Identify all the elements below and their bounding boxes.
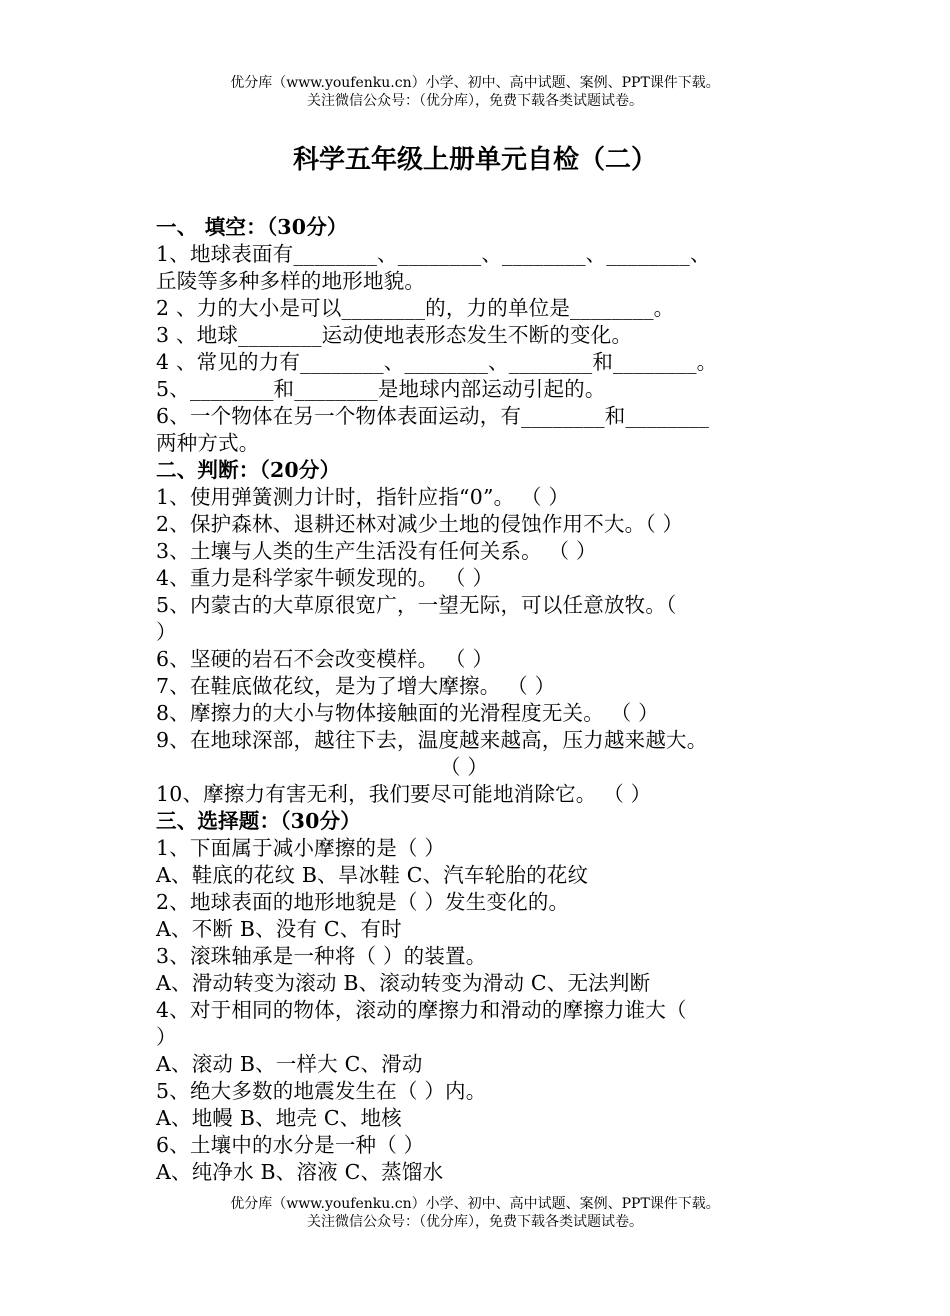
choice-line: A、滚动 B、一样大 C、滑动	[156, 1052, 423, 1076]
judge-line: 7、在鞋底做花纹，是为了增大摩擦。 （ ）	[156, 674, 556, 698]
choice-line: A、鞋底的花纹 B、旱冰鞋 C、汽车轮胎的花纹	[156, 863, 589, 887]
fill-blank-line: 4 、常见的力有________、________、________和________。	[156, 350, 718, 374]
judge-line: 4、重力是科学家牛顿发现的。 （ ）	[156, 566, 494, 590]
choice-line: 6、土壤中的水分是一种（ ）	[156, 1133, 425, 1157]
choice-line: A、地幔 B、地壳 C、地核	[156, 1106, 402, 1130]
judge-line: 1、使用弹簧测力计时，指针应指“0”。 （ ）	[156, 485, 570, 509]
judge-line: 3、土壤与人类的生产生活没有任何关系。 （ ）	[156, 539, 597, 563]
page-title: 科学五年级上册单元自检（二）	[292, 145, 657, 175]
section-3-heading: 三、选择题：（30分）	[156, 809, 361, 833]
fill-blank-line: 3 、地球________运动使地表形态发生不断的变化。	[156, 323, 633, 347]
judge-line: 9、在地球深部，越往下去，温度越来越高，压力越来越大。	[156, 728, 708, 752]
choice-line: 3、滚珠轴承是一种将（ ）的装置。	[156, 944, 487, 968]
section-2-heading: 二、判断：（20分）	[156, 458, 341, 482]
judge-line: 10、摩擦力有害无利，我们要尽可能地消除它。 （ ）	[156, 782, 652, 806]
footer-line-2: 关注微信公众号：（优分库），免费下载各类试题试卷。	[307, 1214, 643, 1230]
choice-line: 4、对于相同的物体，滚动的摩擦力和滑动的摩擦力谁大（	[156, 998, 687, 1022]
fill-blank-line: 2 、力的大小是可以________的，力的单位是________。	[156, 296, 675, 320]
choice-line: ）	[156, 1025, 177, 1049]
judge-line: ）	[156, 620, 177, 644]
fill-blank-line: 两种方式。	[156, 431, 260, 455]
choice-line: 2、地球表面的地形地貌是（ ）发生变化的。	[156, 890, 570, 914]
judge-line: （ ）	[440, 755, 489, 779]
fill-blank-line: 5、________和________是地球内部运动引起的。	[156, 377, 606, 401]
fill-blank-line: 1、地球表面有________、________、________、________、	[156, 242, 711, 266]
judge-line: 6、坚硬的岩石不会改变模样。 （ ）	[156, 647, 494, 671]
footer-line-1: 优分库（www.youfenku.cn）小学、初中、高中试题、案例、PPT课件下载。	[230, 1196, 720, 1212]
judge-line: 2、保护森林、退耕还林对减少土地的侵蚀作用不大。（ ）	[156, 512, 684, 536]
section-1-heading: 一、 填空：（30分）	[156, 215, 348, 239]
header-line-1: 优分库（www.youfenku.cn）小学、初中、高中试题、案例、PPT课件下载。	[230, 75, 720, 91]
choice-line: A、纯净水 B、溶液 C、蒸馏水	[156, 1160, 444, 1184]
worksheet-body	[156, 214, 806, 1186]
fill-blank-line: 丘陵等多种多样的地形地貌。	[156, 269, 426, 293]
choice-line: 1、下面属于减小摩擦的是（ ）	[156, 836, 446, 860]
header-line-2: 关注微信公众号：（优分库），免费下载各类试题试卷。	[307, 93, 643, 109]
judge-line: 5、内蒙古的大草原很宽广，一望无际，可以任意放牧。（	[156, 593, 677, 617]
choice-line: A、滑动转变为滚动 B、滚动转变为滑动 C、无法判断	[156, 971, 651, 995]
judge-line: 8、摩擦力的大小与物体接触面的光滑程度无关。 （ ）	[156, 701, 659, 725]
choice-line: A、不断 B、没有 C、有时	[156, 917, 402, 941]
fill-blank-line: 6、一个物体在另一个物体表面运动，有________和________	[156, 404, 710, 428]
choice-line: 5、绝大多数的地震发生在（ ）内。	[156, 1079, 487, 1103]
